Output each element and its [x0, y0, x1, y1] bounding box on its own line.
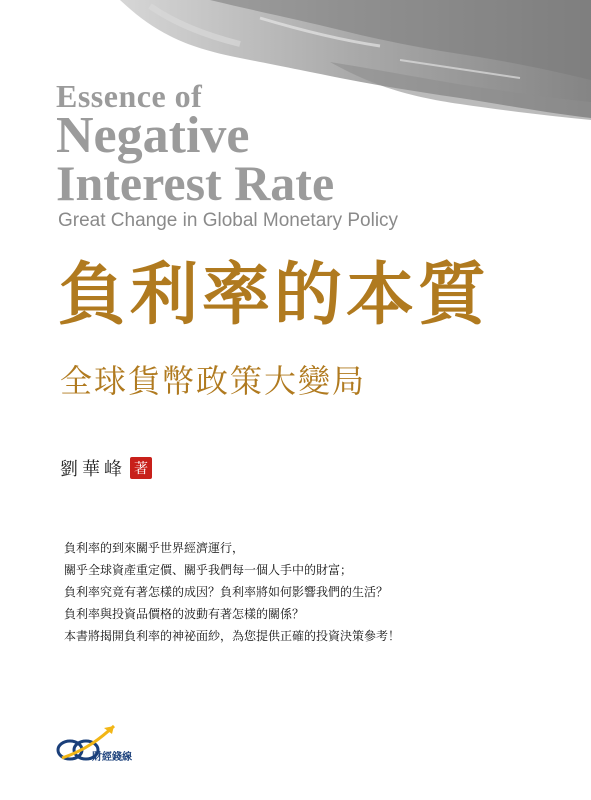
english-subtitle: Great Change in Global Monetary Policy: [58, 210, 399, 231]
blurb-line: 關乎全球資產重定價、關乎我們每一個人手中的財富；: [64, 563, 353, 577]
blurb-line: 負利率究竟有著怎樣的成因？負利率將如何影響我們的生活？: [64, 585, 389, 599]
english-title-line-2: Negative: [56, 107, 250, 164]
author-role-seal: 著: [130, 457, 152, 479]
publisher-name: 財經錢線: [92, 752, 132, 763]
blurb-line: 負利率的到來關乎世界經濟運行，: [64, 541, 245, 555]
author-row: [60, 455, 152, 481]
chinese-subtitle: 全球貨幣政策大變局: [60, 362, 367, 400]
author-name: 劉華峰: [60, 459, 126, 480]
chinese-title: 負利率的本質: [58, 255, 491, 335]
english-title: [56, 78, 335, 211]
blurb-line: 本書將揭開負利率的神祕面紗，為您提供正確的投資決策參考！: [64, 629, 401, 643]
english-title-line-1: Essence of: [56, 78, 203, 114]
cover-blurb: [64, 537, 400, 647]
english-title-line-3: Interest Rate: [56, 155, 335, 211]
blurb-line: 負利率與投資品價格的波動有著怎樣的關係？: [64, 607, 305, 621]
